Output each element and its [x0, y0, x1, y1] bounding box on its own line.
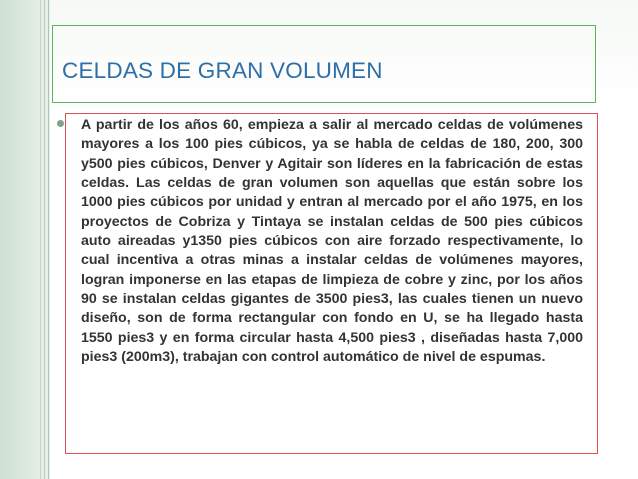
band-stripe — [48, 0, 49, 479]
band-stripe — [44, 0, 45, 479]
bullet-icon — [57, 120, 64, 127]
slide-title[interactable]: CELDAS DE GRAN VOLUMEN — [62, 58, 383, 83]
slide-body-text[interactable]: A partir de los años 60, empieza a salir al mercado celdas de volúmenes mayores a los 100 pies cúbicos, ya se habla de celdas de 180, 200, 300 y500 pies cúbicos, Denver y Agitair son líderes en la fabricación de estas celdas. Las celdas de gran volumen son aquellas que están sobre los 1000 pies cúbicos por unidad y entran al mercado por el año 1975, en los proyectos de Cobriza y Tintaya se instalan celdas de 500 pies cúbicos auto aireadas y1350 pies cúbicos con aire forzado respectivamente, lo cual incentiva a otras minas a instalar celdas de volúmenes mayores, logran imponerse en las etapas de limpieza de cobre y zinc, por los años 90 se instalan celdas gigantes de 3500 pies3, las cuales tienen un nuevo diseño, son de forma rectangular con fondo en U, se ha llegado hasta 1550 pies3 y en forma circular hasta 4,500 pies3 , diseñadas hasta 7,000 pies3 (200m3), trabajan con control automático de nivel de espumas. — [81, 117, 583, 366]
left-decorative-band — [0, 0, 50, 479]
band-stripe — [40, 0, 41, 479]
